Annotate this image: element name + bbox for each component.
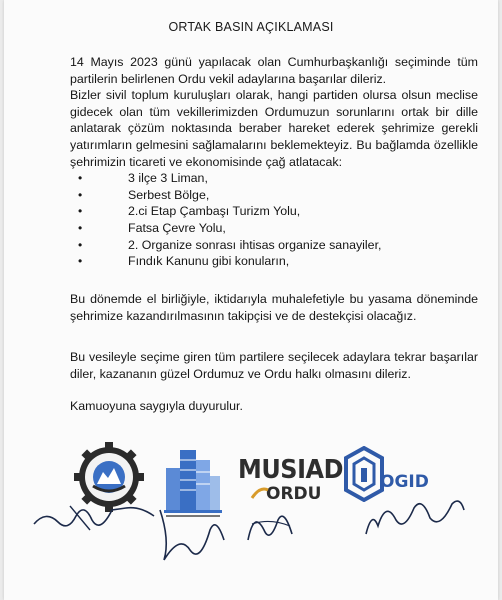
paragraph-commitment: Bu dönemde el birliğiyle, iktidarıyla muhalefetiyle bu yasama döneminde şehrimize kazandırılmasının takipçisi ve de destekçisi olacağız. bbox=[70, 292, 478, 323]
intro-section bbox=[70, 54, 478, 270]
bullet-icon: • bbox=[78, 220, 83, 235]
list-item: • 2.ci Etap Çambaşı Turizm Yolu, bbox=[78, 204, 301, 219]
investment-list bbox=[70, 170, 478, 270]
list-item: • Fındık Kanunu gibi konuların, bbox=[78, 254, 290, 269]
ogid-logo-text: OGID bbox=[380, 472, 429, 492]
list-item: • Fatsa Çevre Yolu, bbox=[78, 220, 226, 235]
signature-4-icon bbox=[360, 490, 470, 540]
signature-1-icon bbox=[30, 488, 160, 538]
musiad-logo-text: MUSIAD bbox=[238, 455, 343, 485]
signature-3-icon bbox=[240, 500, 300, 550]
paragraph-wishes: 14 Mayıs 2023 günü yapılacak olan Cumhurbaşkanlığı seçiminde tüm partilerin belirlenen Ordu vekil adaylarına başarılar dileriz. bbox=[70, 55, 478, 86]
paragraph-expectations: Bizler sivil toplum kuruluşları olarak, hangi partiden olursa olsun meclise gidecek olan tüm vekillerimizden Ordumuzun sorunlarını ortak bir dille anlatarak çözüm noktasında beraber hareket ederek şehrimize gerekli yatırımların gelmesini sağlamalarını beklemekteyiz. Bu bağlamda özellikle şehrimizin ticareti ve ekonomisinde çağ atlatacak: bbox=[70, 88, 478, 169]
bullet-icon: • bbox=[78, 171, 83, 186]
bullet-icon: • bbox=[78, 254, 83, 269]
list-item: • Serbest Bölge, bbox=[78, 187, 210, 202]
bullet-icon: • bbox=[78, 204, 83, 219]
bullet-icon: • bbox=[78, 187, 83, 202]
signature-2-icon bbox=[150, 500, 230, 570]
paragraph-closing-wishes: Bu vesileyle seçime giren tüm partilere seçilecek adaylara tekrar başarılar diler, kazananın güzel Ordumuz ve Ordu halkı olmasını dileriz. bbox=[70, 350, 478, 381]
document-title: ORTAK BASIN AÇIKLAMASI bbox=[168, 20, 334, 34]
bullet-icon: • bbox=[78, 237, 83, 252]
paragraph-announcement: Kamuoyuna saygıyla duyurulur. bbox=[70, 399, 243, 413]
list-item: • 3 ilçe 3 Liman, bbox=[78, 171, 208, 186]
list-item: • 2. Organize sonrası ihtisas organize sanayiler, bbox=[78, 237, 382, 252]
musiad-ordu-text: ORDU bbox=[266, 484, 322, 504]
